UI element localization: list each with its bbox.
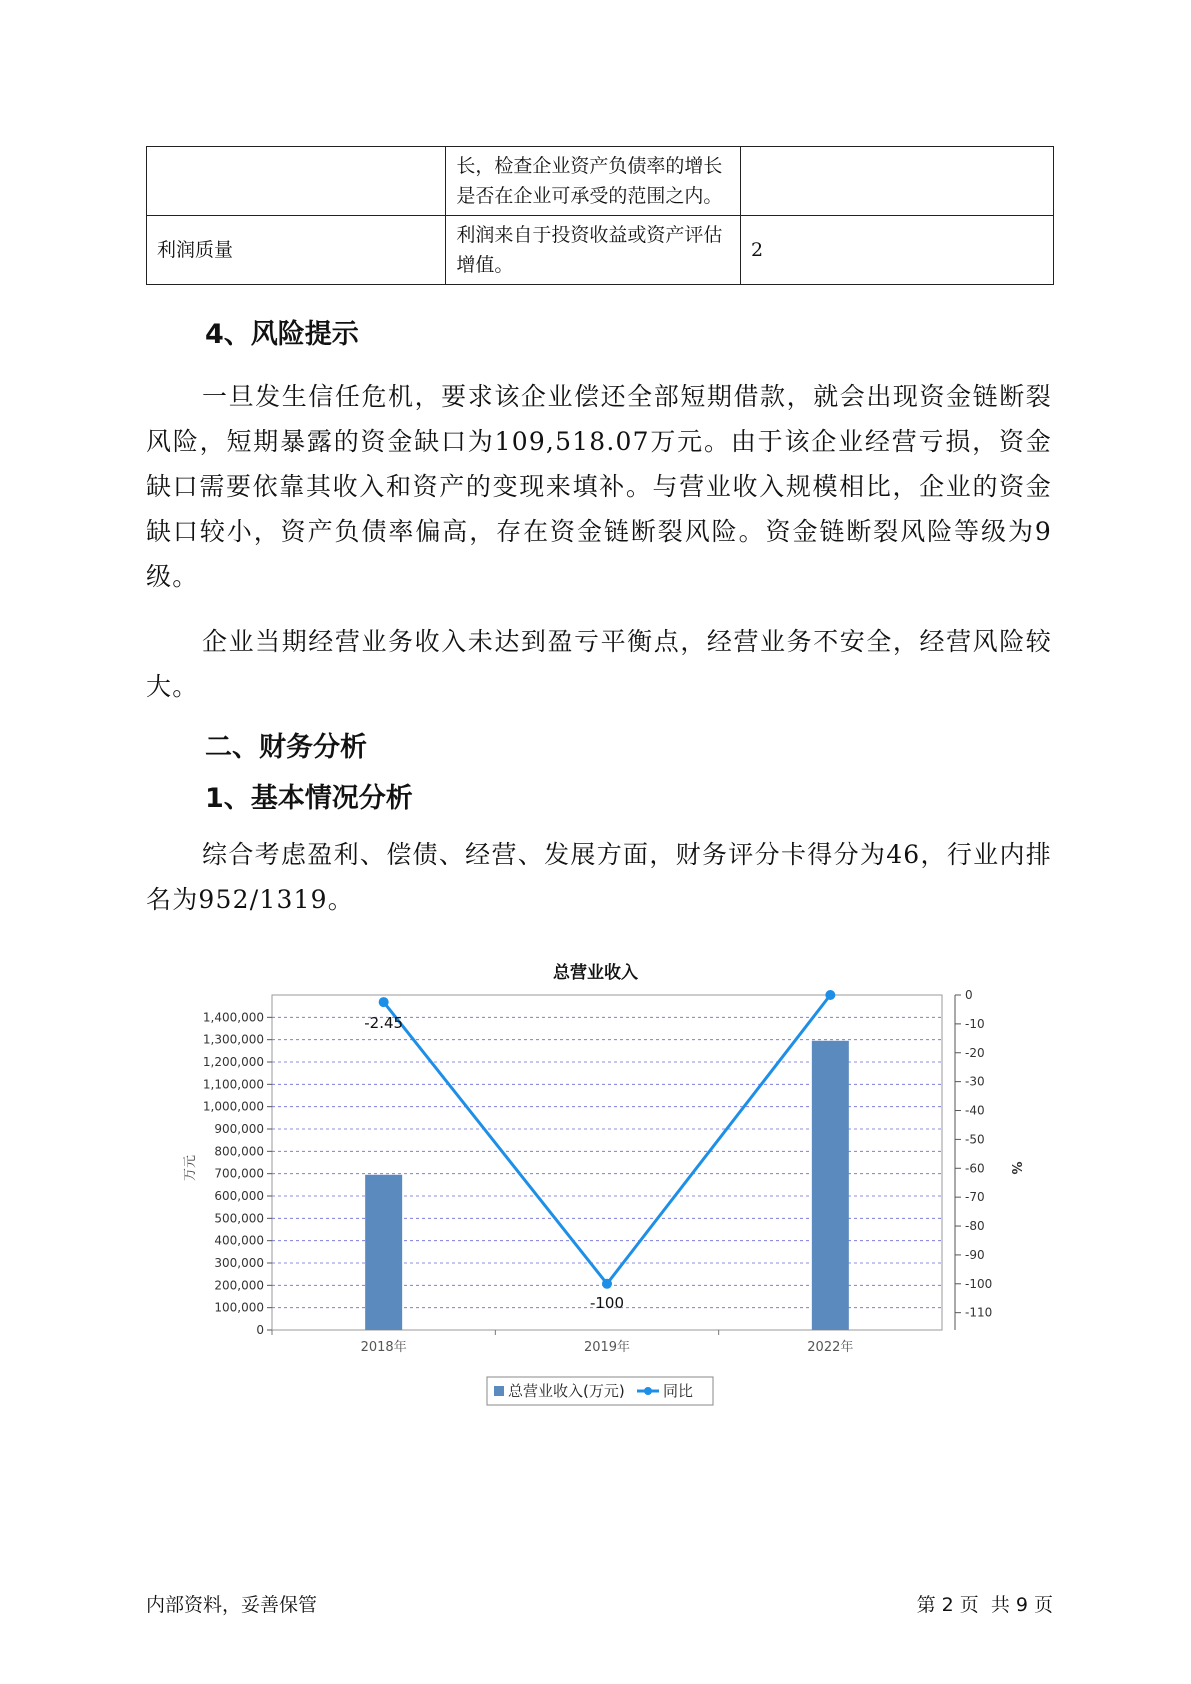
- y2-tick-label: -30: [965, 1074, 985, 1089]
- y-tick-label: 0: [256, 1323, 264, 1337]
- chart-title: 总营业收入: [553, 963, 638, 983]
- bar: [365, 1175, 402, 1330]
- section-heading-risk: 4、风险提示: [205, 319, 359, 350]
- y2-tick-label: -110: [965, 1305, 993, 1320]
- y-tick-label: 700,000: [214, 1166, 264, 1181]
- subsection-heading-basic: 1、基本情况分析: [205, 783, 413, 814]
- y2-tick-label: -80: [965, 1219, 985, 1234]
- risk-paragraph-1: 一旦发生信任危机，要求该企业偿还全部短期借款，就会出现资金链断裂风险，短期暴露的资金缺口为109,518.07万元。由于该企业经营亏损，资金缺口需要依靠其收入和资产的变现来填补。与营业收入规模相比，企业的资金缺口较小，资产负债率偏高，存在资金链断裂风险。资金链断裂风险等级为9级。: [146, 382, 1052, 591]
- y-tick-label: 500,000: [214, 1211, 264, 1226]
- yoy-point: [379, 997, 389, 1007]
- y-tick-label: 1,400,000: [202, 1010, 264, 1025]
- legend-line-marker: [644, 1387, 652, 1395]
- y-tick-label: 1,100,000: [202, 1077, 264, 1092]
- bar: [812, 1041, 849, 1330]
- y2-tick-label: -100: [965, 1276, 993, 1291]
- basic-analysis-paragraph: 综合考虑盈利、偿债、经营、发展方面，财务评分卡得分为46，行业内排名为952/1319。: [146, 840, 1052, 914]
- y2-tick-label: -40: [965, 1103, 985, 1118]
- y-tick-label: 900,000: [214, 1122, 264, 1136]
- row-description: 利润来自于投资收益或资产评估增值。: [446, 216, 741, 285]
- y2-tick-label: -60: [965, 1161, 985, 1176]
- y-tick-label: 100,000: [214, 1300, 264, 1315]
- yoy-data-label: -2.45: [364, 1014, 404, 1033]
- y-tick-label: 200,000: [214, 1278, 264, 1293]
- footer-confidential: 内部资料，妥善保管: [146, 1594, 318, 1616]
- y2-tick-label: -10: [965, 1016, 985, 1031]
- legend-bar-label: 总营业收入(万元): [508, 1382, 625, 1400]
- yoy-data-label: -100: [589, 1293, 625, 1312]
- yoy-point: [602, 1279, 612, 1289]
- y2-tick-label: -90: [965, 1247, 985, 1262]
- row-name: 利润质量: [147, 216, 446, 285]
- y-tick-label: 1,300,000: [202, 1032, 264, 1047]
- y2-tick-label: 0: [965, 988, 973, 1002]
- y2-axis-label: %: [1008, 1161, 1023, 1175]
- y-tick-label: 600,000: [214, 1189, 264, 1203]
- footer-page-number: 第 2 页 共 9 页: [916, 1594, 1053, 1616]
- y-tick-label: 1,000,000: [202, 1099, 264, 1114]
- y2-tick-label: -20: [965, 1045, 985, 1060]
- section-heading-finance: 二、财务分析: [205, 732, 367, 763]
- risk-paragraph-2: 企业当期经营业务收入未达到盈亏平衡点，经营业务不安全，经营风险较大。: [146, 627, 1052, 701]
- y-tick-label: 300,000: [214, 1256, 264, 1270]
- y-axis-label: 万元: [183, 1154, 198, 1182]
- y2-tick-label: -70: [965, 1190, 985, 1205]
- y-tick-label: 1,200,000: [202, 1055, 264, 1069]
- y-tick-label: 800,000: [214, 1144, 264, 1159]
- legend-line-label: 同比: [663, 1382, 694, 1400]
- yoy-point: [825, 990, 835, 1000]
- y-tick-label: 400,000: [214, 1233, 264, 1248]
- x-tick-label: 2019年: [583, 1340, 631, 1355]
- yoy-line: [384, 995, 831, 1284]
- x-tick-label: 2018年: [360, 1340, 407, 1355]
- row-score: 2: [740, 216, 1053, 285]
- legend-bar-swatch: [494, 1386, 504, 1396]
- x-tick-label: 2022年: [807, 1340, 854, 1355]
- row-description: 长，检查企业资产负债率的增长是否在企业可承受的范围之内。: [446, 147, 741, 216]
- y2-tick-label: -50: [965, 1132, 985, 1147]
